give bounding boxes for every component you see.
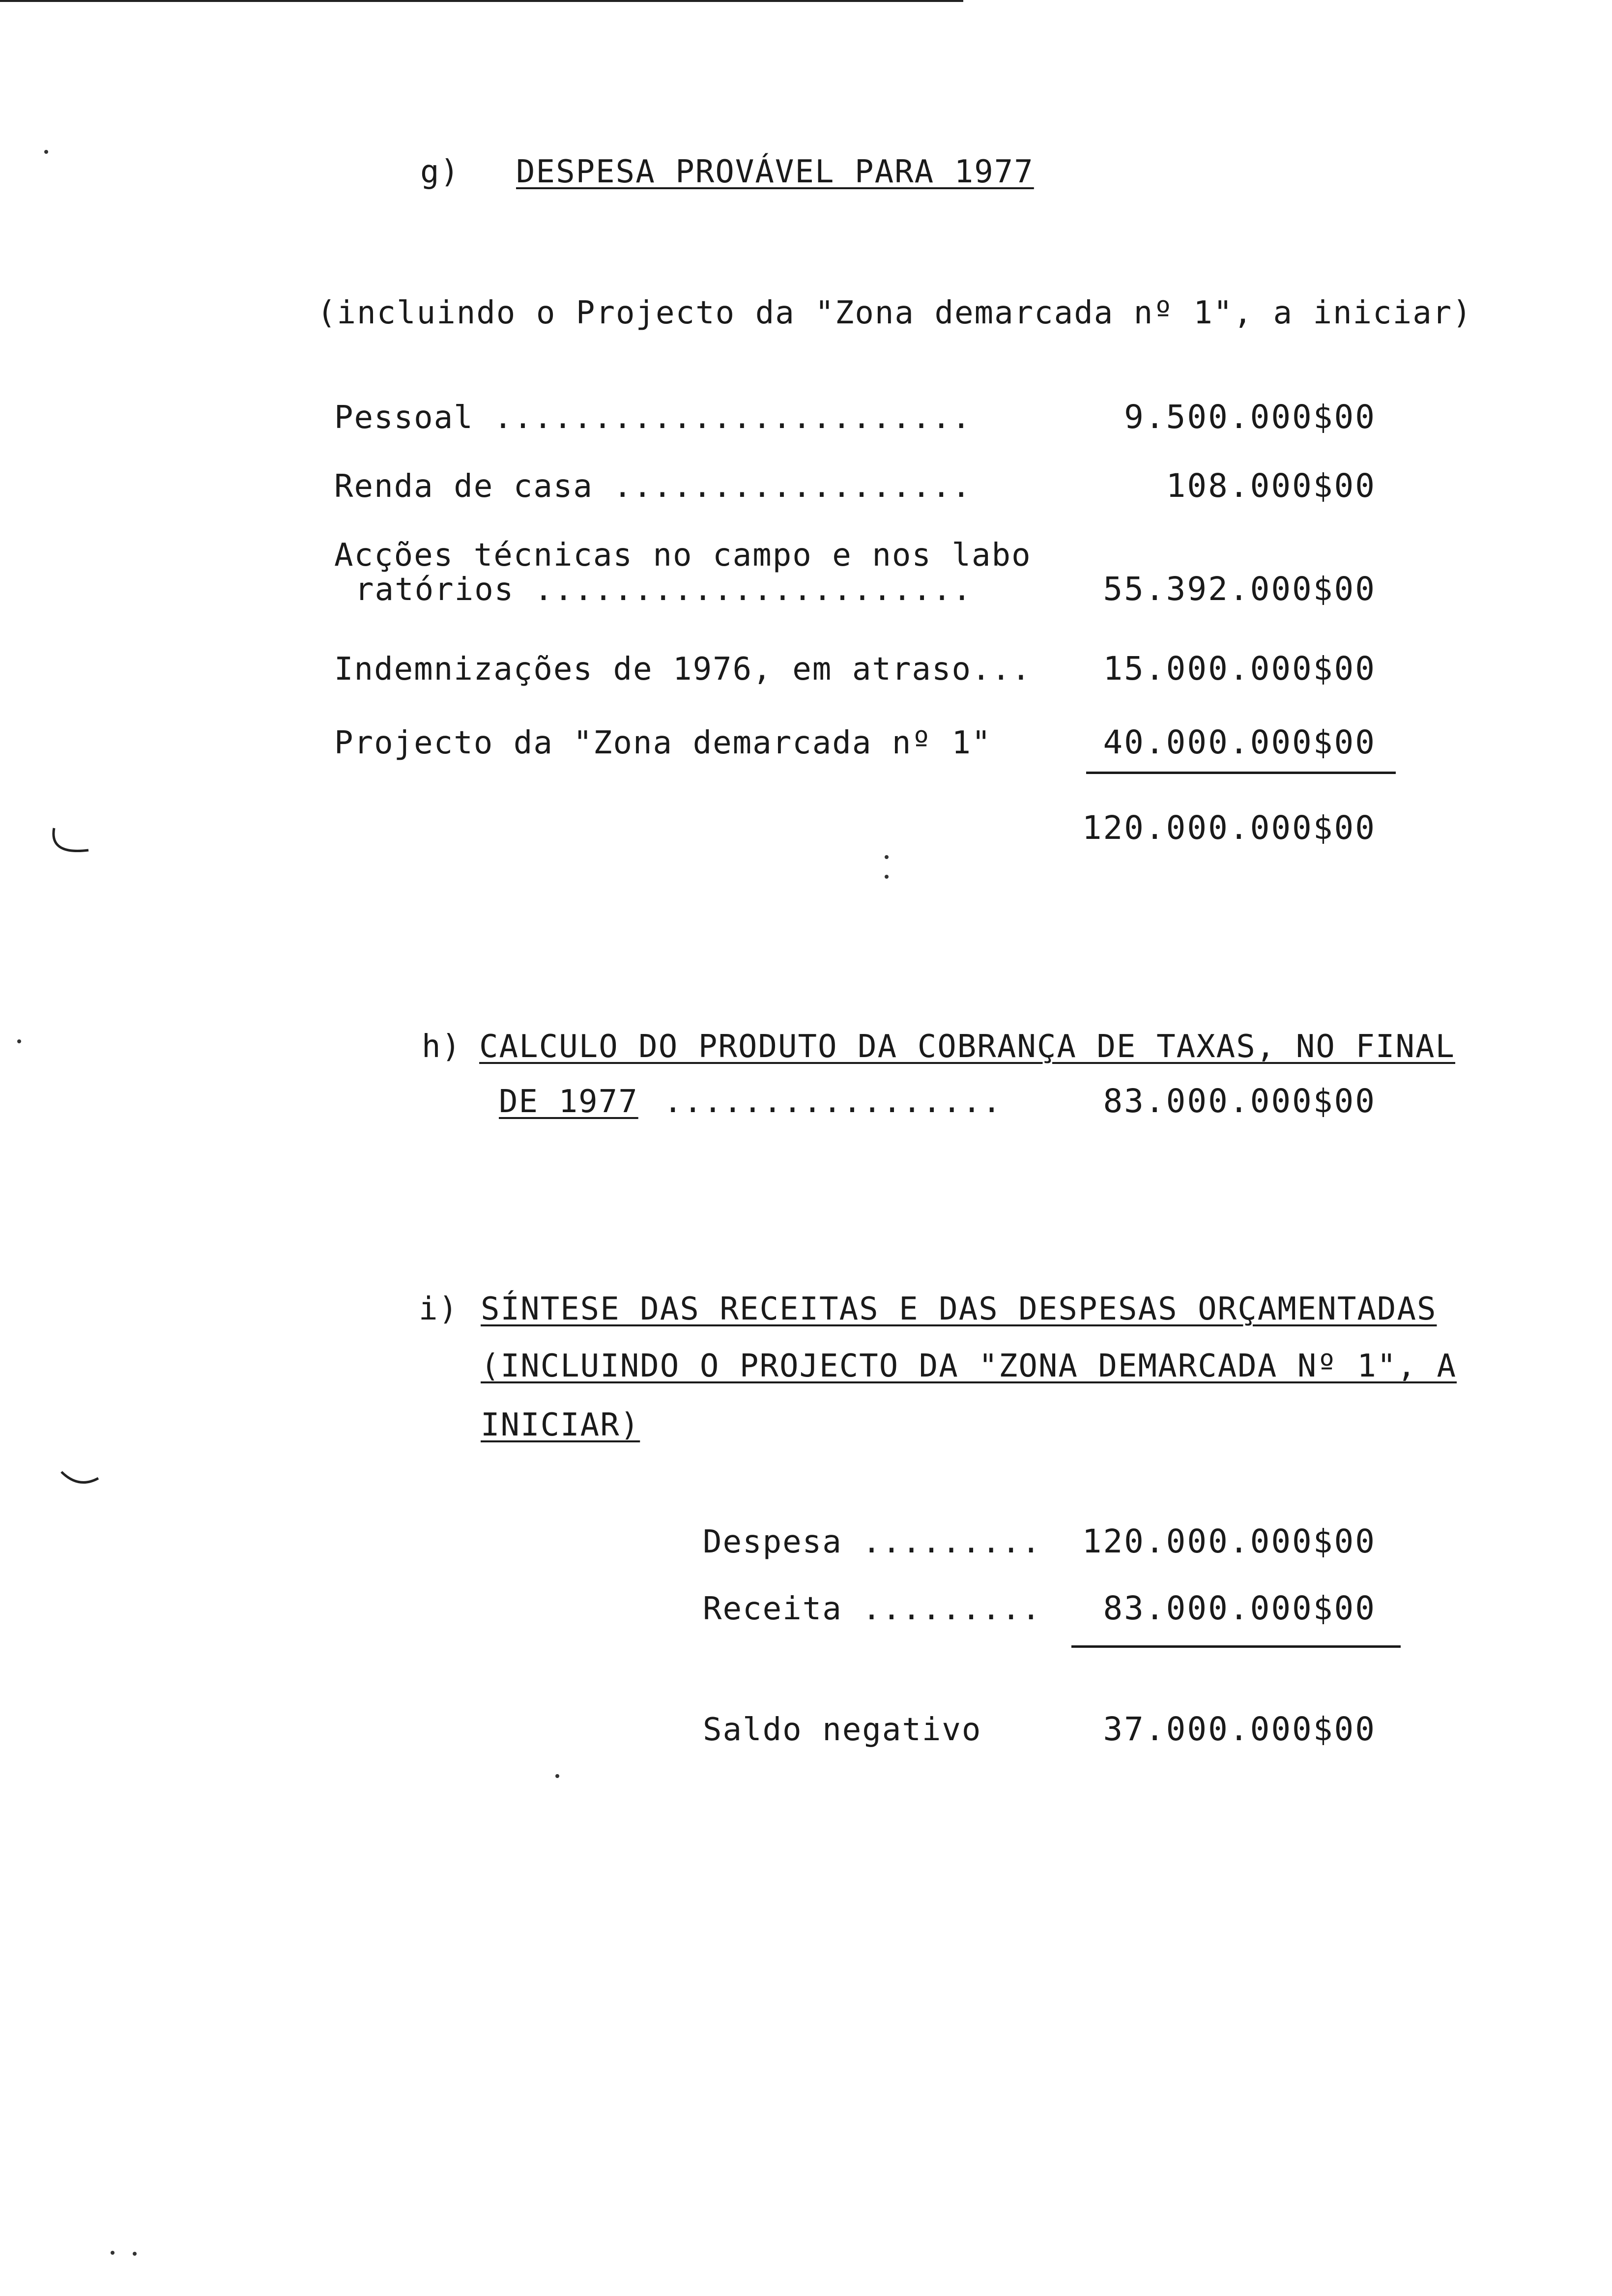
row-label-despesa: Despesa .........: [703, 1524, 1042, 1560]
balance-label: Saldo negativo: [703, 1712, 982, 1748]
section-h-title-line1: CALCULO DO PRODUTO DA COBRANÇA DE TAXAS, NO FINAL: [479, 1029, 1456, 1065]
scan-speck: [885, 855, 889, 859]
item-value-indemnizacoes: 15.000.000$00: [1103, 650, 1376, 688]
row-value-receita: 83.000.000$00: [1103, 1589, 1376, 1627]
section-i-title-line3: INICIAR): [481, 1407, 640, 1443]
item-label-projecto: Projecto da "Zona demarcada nº 1": [334, 725, 992, 761]
scan-speck: [885, 875, 889, 879]
item-value-pessoal: 9.500.000$00: [1124, 398, 1376, 436]
sum-rule-g: [1086, 772, 1396, 774]
section-i-title-line2: (INCLUINDO O PROJECTO DA "ZONA DEMARCADA Nº 1", A: [481, 1348, 1457, 1384]
top-edge-line: [0, 0, 963, 2]
scan-speck: [111, 2251, 115, 2255]
scan-speck: [555, 1774, 559, 1778]
item-label-accoes-line1: Acções técnicas no campo e nos labo: [334, 537, 1032, 574]
section-g-note: (incluindo o Projecto da "Zona demarcada nº 1", a iniciar): [317, 295, 1472, 331]
section-i-title-line1: SÍNTESE DAS RECEITAS E DAS DESPESAS ORÇAMENTADAS: [481, 1291, 1437, 1327]
item-value-projecto: 40.000.000$00: [1103, 723, 1376, 761]
row-label-receita: Receita .........: [703, 1591, 1042, 1627]
item-label-accoes-line2: ratórios ......................: [355, 572, 973, 608]
section-h-value: 83.000.000$00: [1103, 1082, 1376, 1120]
item-label-pessoal: Pessoal ........................: [334, 400, 972, 436]
scan-arc-mark: [59, 1469, 108, 1494]
scan-arc-mark: [49, 826, 98, 865]
row-value-despesa: 120.000.000$00: [1082, 1522, 1376, 1560]
item-value-accoes: 55.392.000$00: [1103, 570, 1376, 608]
scan-speck: [44, 150, 48, 154]
section-h-title-line2: DE 1977: [499, 1084, 638, 1120]
section-g-marker: g): [420, 154, 461, 190]
balance-value: 37.000.000$00: [1103, 1710, 1376, 1748]
section-g-total: 120.000.000$00: [1082, 809, 1376, 847]
scan-speck: [133, 2252, 137, 2256]
section-h-marker: h): [422, 1029, 462, 1065]
item-value-renda: 108.000$00: [1166, 467, 1376, 505]
sum-rule-i: [1071, 1645, 1401, 1648]
item-label-renda: Renda de casa ..................: [334, 468, 972, 505]
section-h-dots: .................: [663, 1084, 1003, 1120]
section-i-marker: i): [419, 1291, 459, 1327]
section-g-title: DESPESA PROVÁVEL PARA 1977: [516, 154, 1034, 190]
scan-speck: [17, 1039, 21, 1043]
item-label-indemnizacoes: Indemnizações de 1976, em atraso...: [334, 651, 1032, 688]
